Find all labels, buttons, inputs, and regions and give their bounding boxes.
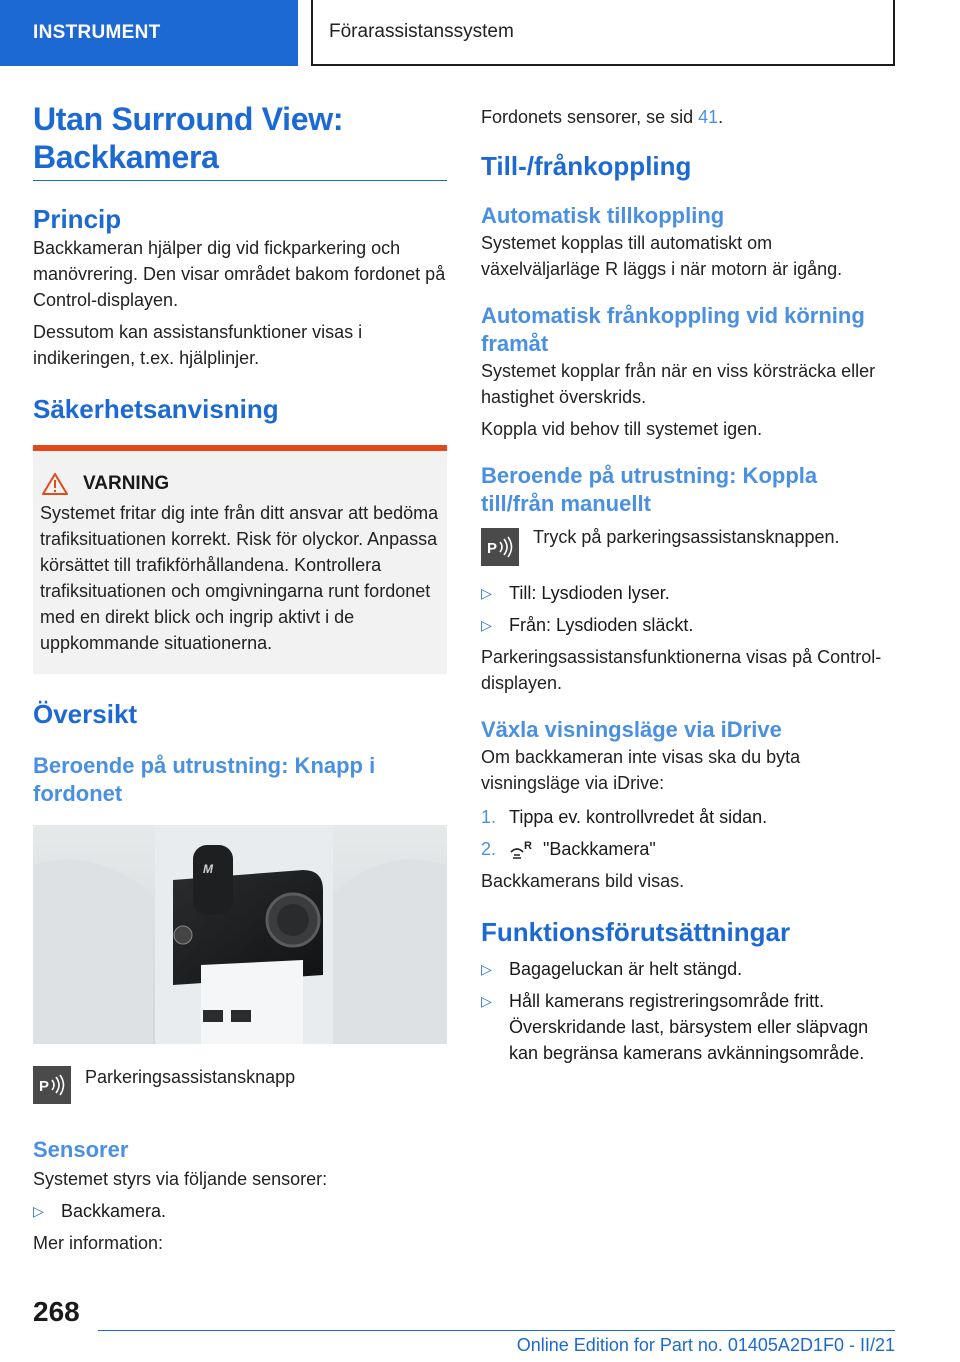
parking-assist-icon: [481, 528, 519, 566]
parking-assist-icon: [33, 1066, 71, 1104]
princip-paragraph-1: Backkameran hjälper dig vid fickparkering och manövrering. Den visar området bakom fordonet på Control-displayen.: [33, 238, 446, 310]
center-console-image: [33, 825, 447, 1044]
svg-text:P: P: [487, 540, 498, 557]
sensors-heading: Sensorer: [33, 1137, 129, 1162]
button-caption: Parkeringsassistansknapp: [85, 1067, 296, 1087]
manual-press-text: Tryck på parkeringsassistansknappen.: [533, 527, 840, 547]
warning-text: Systemet fritar dig inte från ditt ansvar att bedöma trafiksituationen korrekt. Risk för olyckor. Anpassa körsättet till trafikförhållandena. Kontrollera trafiksituationen och omgivningarna runt fordonet med en direkt blick och ingrip aktivt i de uppkommande situationerna.: [40, 503, 439, 653]
list-item: ▷ Från: Lysdioden släckt.: [481, 612, 895, 638]
warning-box: [33, 445, 447, 674]
svg-text:M: M: [203, 862, 213, 876]
auto-on-heading: Automatisk tillkoppling: [481, 203, 725, 228]
right-column: [481, 104, 895, 1066]
rear-camera-icon: [509, 838, 535, 860]
equip-button-heading: Beroende på utrustning: Knapp i fordonet: [33, 753, 376, 806]
princip-paragraph-2: Dessutom kan assistansfunktioner visas i indikeringen, t.ex. hjälplinjer.: [33, 322, 363, 368]
manual-press-row: [481, 528, 895, 566]
page-link-41[interactable]: 41: [698, 107, 719, 127]
overview-section: [33, 698, 447, 808]
requirements-heading: Funktionsförutsättningar: [481, 917, 791, 947]
list-item: ▷ Håll kamerans registreringsområde fritt. Överskridande last, bärsystem eller släpvagn kan begränsa kamerans avkänningsområde.: [481, 988, 895, 1066]
overview-heading: Översikt: [33, 699, 138, 729]
section-tab: INSTRUMENT: [0, 0, 298, 66]
button-caption-row: [33, 1066, 295, 1104]
auto-off-text-2: Koppla vid behov till systemet igen.: [481, 419, 763, 439]
bullet-icon: ▷: [481, 585, 492, 601]
page-number: 268: [33, 1296, 80, 1327]
manual-after: Parkeringsassistansfunktionerna visas på Control-displayen.: [481, 647, 882, 693]
auto-off-heading: Automatisk frånkoppling vid körning framåt: [481, 303, 865, 356]
sensors-intro: Systemet styrs via följande sensorer:: [33, 1169, 328, 1189]
bullet-icon: ▷: [481, 617, 492, 633]
bullet-icon: ▷: [33, 1203, 44, 1219]
left-column: [33, 100, 447, 425]
page-title: Utan Surround View: Backkamera: [33, 100, 447, 181]
auto-off-text-1: Systemet kopplar från när en viss körsträcka eller hastighet överskrids.: [481, 361, 876, 407]
step-item: 1. Tippa ev. kontrollvredet åt sidan.: [481, 807, 768, 827]
idrive-intro: Om backkameran inte visas ska du byta visningsläge via iDrive:: [481, 747, 801, 793]
onoff-heading: Till-/frånkoppling: [481, 151, 692, 181]
bullet-icon: ▷: [481, 993, 492, 1009]
svg-text:P: P: [39, 1078, 50, 1095]
warning-title: VARNING: [83, 473, 170, 494]
list-item: ▷ Bagageluckan är helt stängd.: [481, 956, 895, 982]
idrive-heading: Växla visningsläge via iDrive: [481, 717, 782, 742]
sensors-section: [33, 1136, 447, 1256]
footer-divider: [98, 1330, 895, 1331]
more-info: Mer information:: [33, 1233, 164, 1253]
chapter-title: Förarassistanssystem: [311, 0, 895, 66]
princip-heading: Princip: [33, 204, 122, 234]
edition-footer: Online Edition for Part no. 01405A2D1F0 - II/21: [516, 1335, 895, 1355]
auto-on-text: Systemet kopplas till automatiskt om växelväljarläge R läggs i när motorn är igång.: [481, 233, 843, 279]
bullet-icon: ▷: [481, 961, 492, 977]
manual-heading: Beroende på utrustning: Koppla till/från manuellt: [481, 463, 818, 516]
list-item: ▷ Till: Lysdioden lyser.: [481, 580, 895, 606]
idrive-after: Backkamerans bild visas.: [481, 871, 685, 891]
svg-text:R: R: [524, 840, 532, 852]
sensors-reference: Fordonets sensorer, se sid 41.: [481, 107, 724, 127]
list-item: ▷ Backkamera.: [33, 1198, 447, 1224]
warning-triangle-icon: [42, 473, 68, 495]
step-item: 2. R "Backkamera": [481, 839, 656, 859]
safety-heading: Säkerhetsanvisning: [33, 394, 279, 424]
